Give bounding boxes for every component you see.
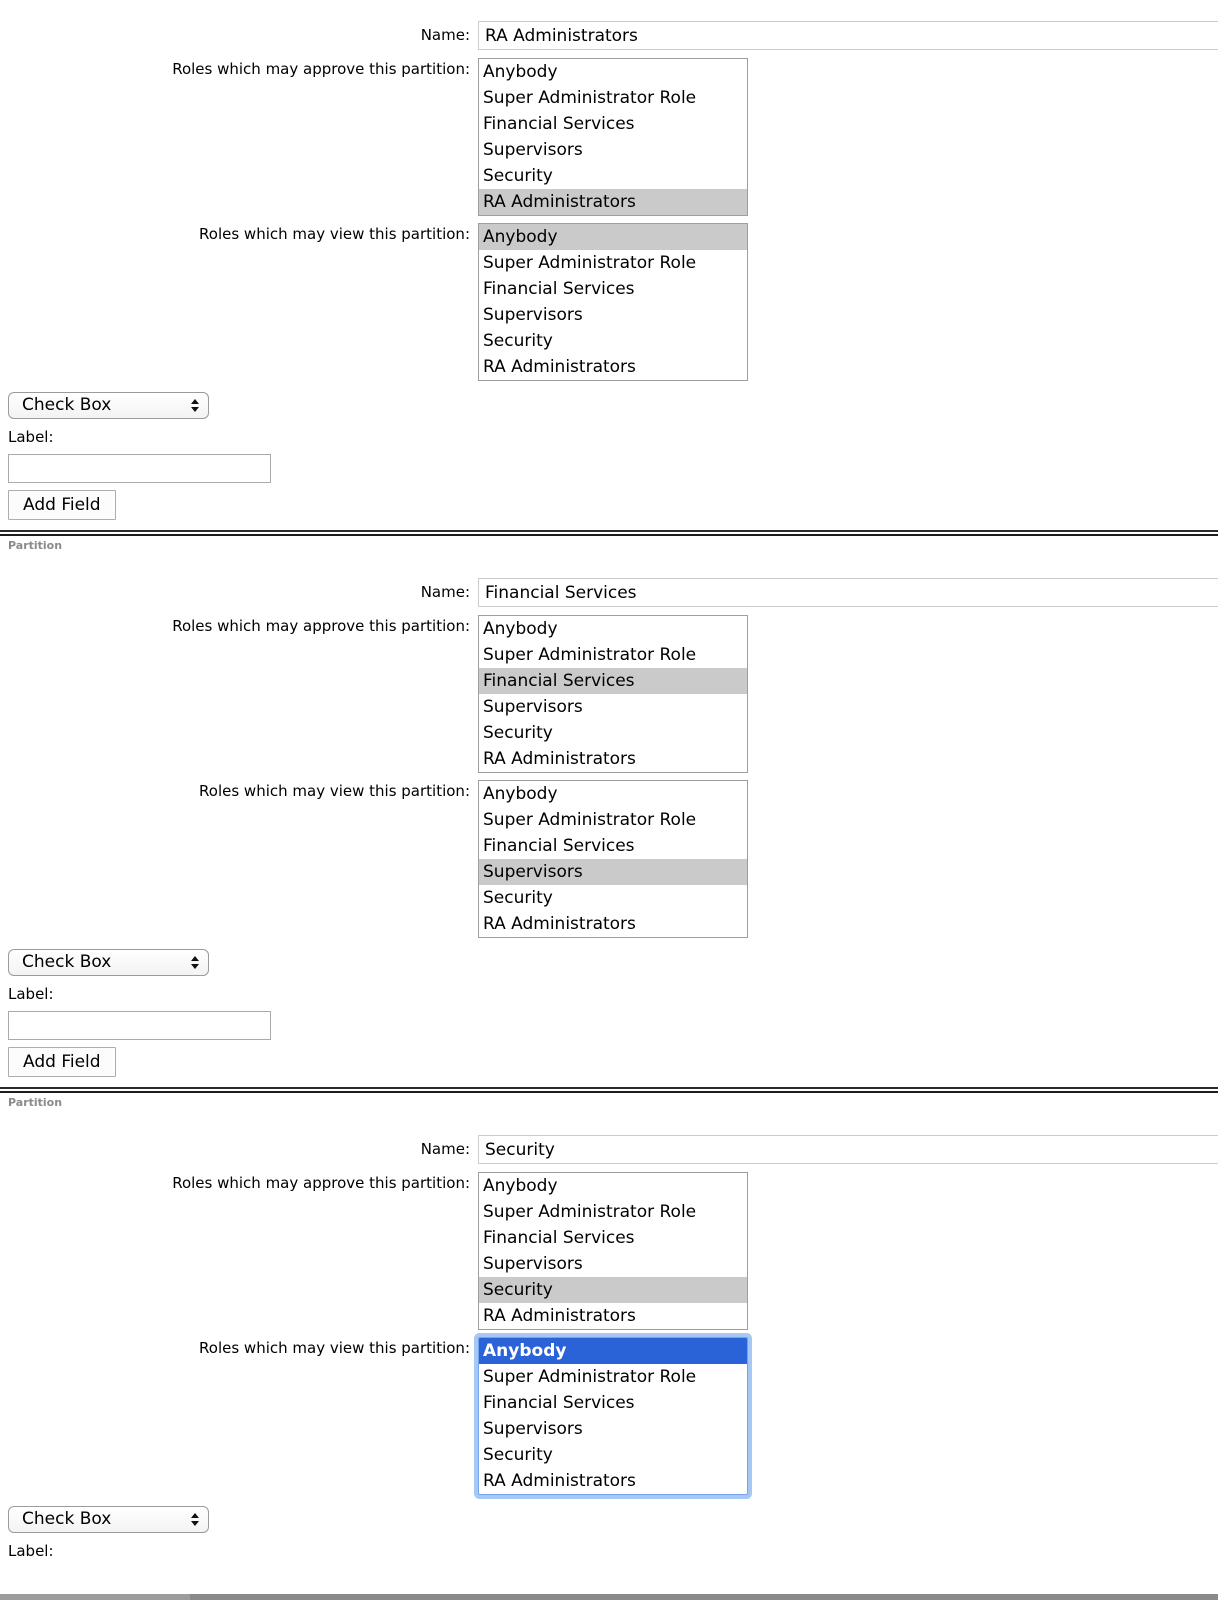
name-row xyxy=(0,21,1218,50)
field-label-caption: Label: xyxy=(8,1542,54,1560)
role-option[interactable]: Supervisors xyxy=(483,1254,583,1274)
role-option[interactable]: Security xyxy=(483,331,553,351)
role-option[interactable]: RA Administrators xyxy=(483,1471,636,1491)
field-label-input[interactable] xyxy=(8,454,271,483)
field-label-caption: Label: xyxy=(8,985,54,1003)
approve-roles-listbox[interactable] xyxy=(478,58,748,216)
approve-roles-row xyxy=(0,58,1218,216)
approve-roles-label: Roles which may approve this partition: xyxy=(172,60,470,78)
role-option[interactable]: Anybody xyxy=(479,224,747,250)
select-updown-arrows-icon xyxy=(191,956,199,969)
name-row xyxy=(0,578,1218,607)
role-option[interactable]: Supervisors xyxy=(483,1419,583,1439)
add-field-button[interactable]: Add Field xyxy=(8,1047,116,1077)
approve-roles-row xyxy=(0,1172,1218,1330)
field-type-value: Check Box xyxy=(22,1509,112,1529)
role-option[interactable]: Supervisors xyxy=(483,305,583,325)
role-option[interactable]: Security xyxy=(483,888,553,908)
partition-name-input[interactable] xyxy=(478,1135,1218,1164)
view-roles-label: Roles which may view this partition: xyxy=(199,225,470,243)
role-option[interactable]: RA Administrators xyxy=(483,749,636,769)
partition-section-2 xyxy=(0,578,1218,1077)
role-option[interactable]: Financial Services xyxy=(483,279,635,299)
field-type-select[interactable] xyxy=(8,1506,209,1533)
view-roles-row xyxy=(0,780,1218,938)
role-option[interactable]: RA Administrators xyxy=(483,1306,636,1326)
role-option[interactable]: Security xyxy=(483,1445,553,1465)
view-roles-row xyxy=(0,1337,1218,1495)
role-option[interactable]: Security xyxy=(483,166,553,186)
partition-name-input[interactable] xyxy=(478,578,1218,607)
role-option[interactable]: Financial Services xyxy=(479,668,747,694)
field-type-value: Check Box xyxy=(22,952,112,972)
field-type-value: Check Box xyxy=(22,395,112,415)
section-divider xyxy=(0,530,1218,536)
view-roles-listbox-focused[interactable] xyxy=(478,1337,748,1495)
role-option[interactable]: Security xyxy=(479,1277,747,1303)
partition-name-input[interactable] xyxy=(478,21,1218,50)
clipped-next-row xyxy=(0,1594,1218,1600)
role-option[interactable]: Super Administrator Role xyxy=(483,645,697,665)
role-option[interactable]: Supervisors xyxy=(483,140,583,160)
approve-roles-row xyxy=(0,615,1218,773)
view-roles-listbox[interactable] xyxy=(478,780,748,938)
view-roles-label: Roles which may view this partition: xyxy=(199,782,470,800)
role-option[interactable]: Super Administrator Role xyxy=(483,253,697,273)
role-option[interactable]: Financial Services xyxy=(483,1228,635,1248)
partition-legend: Partition xyxy=(8,539,63,552)
select-updown-arrows-icon xyxy=(191,1513,199,1526)
role-option[interactable]: RA Administrators xyxy=(483,914,636,934)
role-option[interactable]: Anybody xyxy=(483,784,558,804)
clipped-element-top-edge xyxy=(190,1594,1218,1600)
partition-section-1 xyxy=(0,0,1218,520)
name-label: Name: xyxy=(420,583,470,601)
section-divider xyxy=(0,1087,1218,1093)
role-option[interactable]: Financial Services xyxy=(483,1393,635,1413)
approve-roles-listbox[interactable] xyxy=(478,1172,748,1330)
approve-roles-listbox[interactable] xyxy=(478,615,748,773)
role-option[interactable]: RA Administrators xyxy=(483,357,636,377)
view-roles-row xyxy=(0,223,1218,381)
partition-legend: Partition xyxy=(8,1096,63,1109)
approve-roles-label: Roles which may approve this partition: xyxy=(172,1174,470,1192)
role-option[interactable]: Anybody xyxy=(479,1338,747,1364)
field-type-select[interactable] xyxy=(8,392,209,419)
role-option[interactable]: Super Administrator Role xyxy=(483,88,697,108)
role-option[interactable]: Financial Services xyxy=(483,836,635,856)
field-label-caption: Label: xyxy=(8,428,54,446)
role-option[interactable]: Supervisors xyxy=(479,859,747,885)
view-roles-label: Roles which may view this partition: xyxy=(199,1339,470,1357)
role-option[interactable]: Anybody xyxy=(483,619,558,639)
field-label-input[interactable] xyxy=(8,1011,271,1040)
role-option[interactable]: Supervisors xyxy=(483,697,583,717)
field-type-select[interactable] xyxy=(8,949,209,976)
role-option[interactable]: Anybody xyxy=(483,1176,558,1196)
role-option[interactable]: Super Administrator Role xyxy=(483,810,697,830)
approve-roles-label: Roles which may approve this partition: xyxy=(172,617,470,635)
partition-section-3 xyxy=(0,1135,1218,1560)
select-updown-arrows-icon xyxy=(191,399,199,412)
role-option[interactable]: Security xyxy=(483,723,553,743)
add-field-button[interactable]: Add Field xyxy=(8,490,116,520)
name-label: Name: xyxy=(420,1140,470,1158)
role-option[interactable]: RA Administrators xyxy=(479,189,747,215)
name-label: Name: xyxy=(420,26,470,44)
view-roles-listbox[interactable] xyxy=(478,223,748,381)
role-option[interactable]: Super Administrator Role xyxy=(483,1202,697,1222)
role-option[interactable]: Financial Services xyxy=(483,114,635,134)
name-row xyxy=(0,1135,1218,1164)
role-option[interactable]: Anybody xyxy=(483,62,558,82)
role-option[interactable]: Super Administrator Role xyxy=(483,1367,697,1387)
clipped-input-top-edge xyxy=(0,1594,190,1600)
